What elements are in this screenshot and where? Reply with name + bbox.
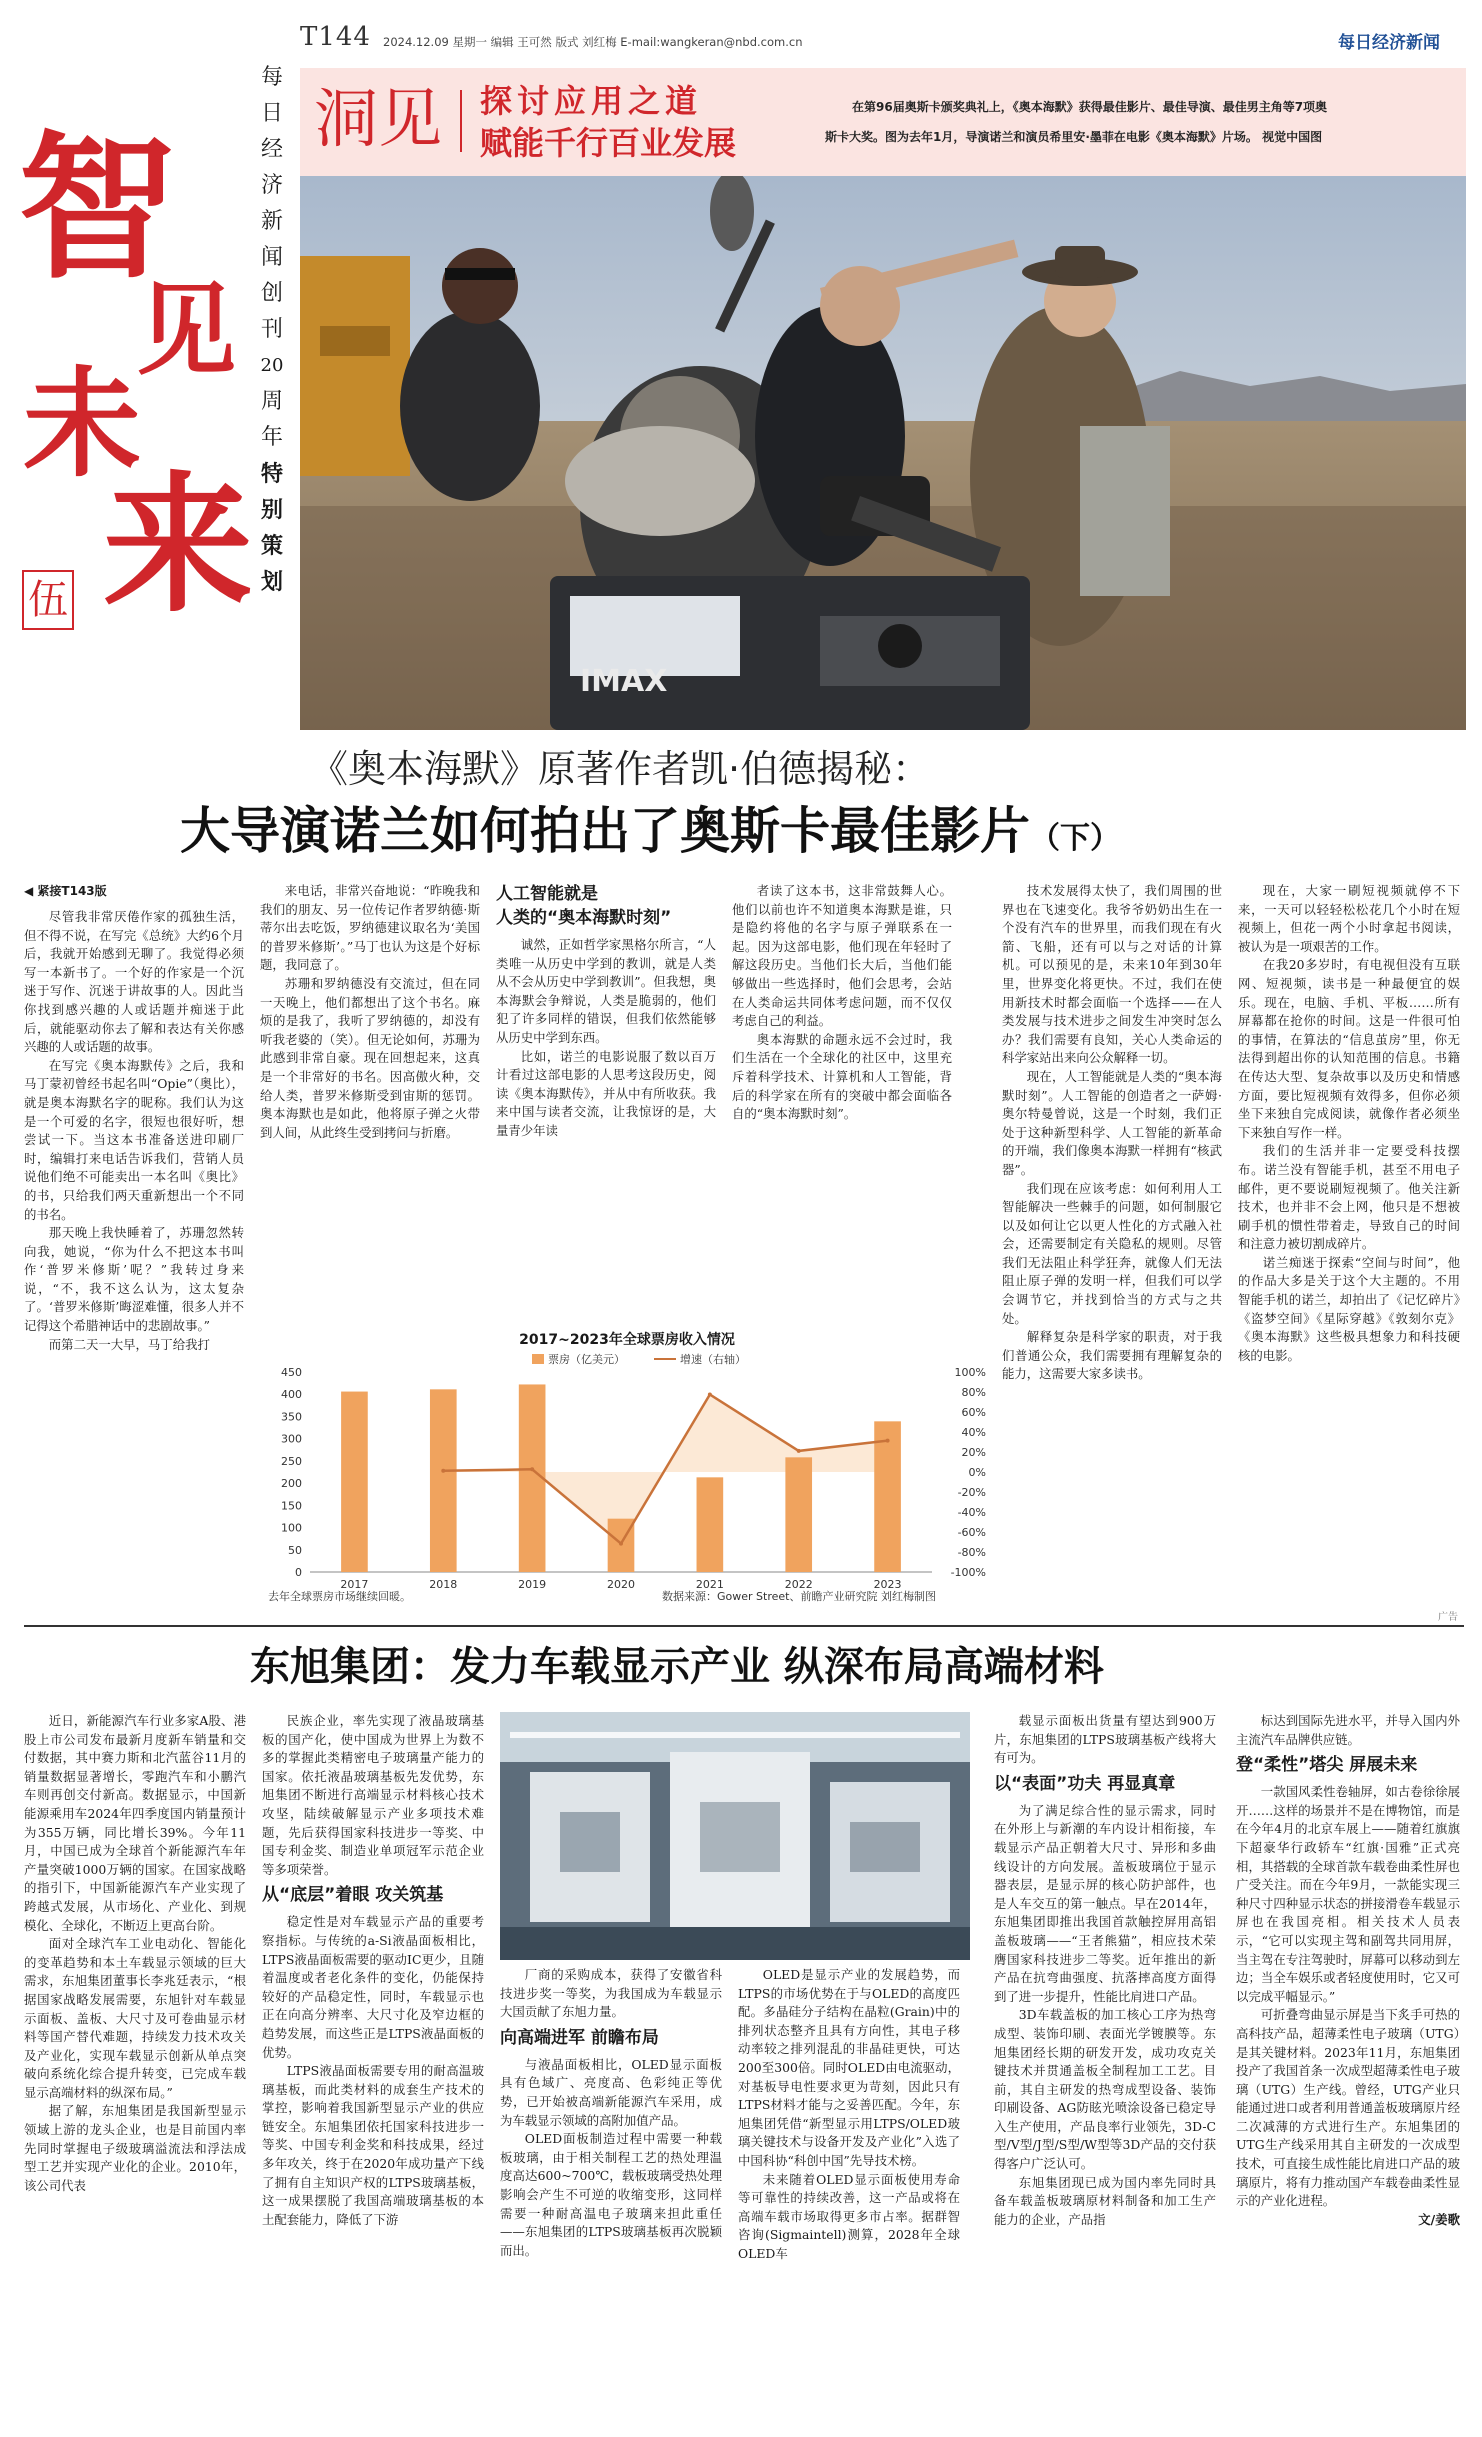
legend-bar-label: 票房（亿美元） [548,1353,625,1366]
photo-illustration [300,176,1466,730]
y-right-tick-60%: 60% [961,1406,986,1419]
article2-col-6 [1236,1712,1460,2427]
film-set-photo [300,176,1466,730]
a1c3-para-2: 比如，诺兰的电影说服了数以百万计看过这部电影的人思考这段历史，阅读《奥本海默传》，并从中有所收获。我来中国与读者交流，让我惊讶的是，大量青少年读 [496,1048,716,1138]
vertical-title [255,60,289,600]
article1-title [180,800,1380,862]
vertical-char-11: 年 [260,425,283,450]
a1-subhead-ai-1: 人工智能就是 [496,884,598,904]
vertical-char-6: 闻 [260,245,283,270]
article2-col-4 [738,1966,960,2427]
calligraphy-char-1: 智 [18,116,176,301]
y-right-tick-0%: 0% [968,1466,986,1479]
article2-byline: 文/姜歌 [1418,2211,1460,2227]
bar-2017 [341,1392,368,1572]
article1-title-suffix: （下） [1030,821,1120,856]
paper-name: 每日经济新闻 [1338,33,1440,53]
y-left-tick-400: 400 [281,1388,302,1402]
a1c6-para-2: 在我20多岁时，有电视但没有互联网、短视频，读书是一种最便宜的娱乐。现在，电脑、手机、平板……所有屏幕都在抢你的时间。这是一件很可怕的事情，在算法的“信息茧房”里，你无法得到超出你的认知范围的信息。书籍在传达大型、复杂故事以及历史和情感方面，要比短视频有效得多，但你必须坐下来独自完成阅读，就像作者必须坐下来独自写作一样。 [1238,957,1460,1140]
calligraphy-char-4: 来 [103,457,254,633]
a2c2b-para-1: 稳定性是对车载显示产品的重要考察指标。与传统的a-Si液晶面板相比，LTPS液晶面板需要的驱动IC更少，且随着温度或者老化条件的变化，仍能保持较好的产品稳定性，同时，车载显示也正在向高分辨率、大尺寸化及窄边框的趋势发展，而这些正是LTPS液晶面板的优势。 [262,1914,484,2060]
y-left-tick-250: 250 [281,1454,302,1468]
bar-2021 [697,1477,724,1572]
a1c5-para-2: 现在，人工智能就是人类的“奥本海默时刻”。人工智能的创造者之一萨姆·奥尔特曼曾说，这是一个时刻，我们正处于这种新型科学、人工智能的新革命的开端，我们像奥本海默一样拥有“核武器”。 [1002,1068,1222,1177]
y-right-tick--60%: -60% [957,1526,986,1539]
bar-2022 [785,1457,812,1572]
a2c3a-para-1: 厂商的采购成本，获得了安徽省科技进步奖一等奖，为我国成为车载显示大国贡献了东旭力量。 [500,1967,722,2020]
a2c5b-para-1: 为了满足综合性的显示需求，同时在外形上与新潮的车内设计相衔接，车载显示产品正朝着大尺寸、异形和多曲线设计的方向发展。盖板玻璃位于显示器表层，是显示屏的核心防护部件，也是人车交互的第一触点。早在2014年，东旭集团即推出我国首款触控屏用高铝盖板玻璃——“王者熊猫”，相应技术荣膺国家科技进步二等奖。近年推出的新产品在抗弯曲强度、抗落摔高度方面得到了进一步提升，性能比肩进口产品。 [994,1802,1216,2004]
jump-line: ◀ 紧接T143版 [24,884,107,898]
ad-label: 广告 [1438,1612,1458,1623]
y-left-tick-0: 0 [295,1566,302,1579]
legend-line-label: 增速（右轴） [680,1353,746,1366]
a1c6-para-1: 现在，大家一刷短视频就停不下来，一天可以轻轻松松花几个小时在短视频上，但花一两个小时拿起书阅读，被认为是一项艰苦的工作。 [1238,883,1460,954]
a2-subhead-bottom-layer: 从“底层”着眼 攻关筑基 [262,1885,444,1906]
issue-number: 伍 [28,577,68,623]
a2-subhead-high-end: 向高端进军 前瞻布局 [500,2027,659,2048]
vertical-char-10: 周 [260,389,283,414]
a2c5b-para-2: 3D车载盖板的加工核心工序为热弯成型、装饰印刷、表面光学镀膜等。东旭集团经长期的研发开发，成功攻克关键技术并贯通盖板全制程加工工艺。目前，其自主研发的热弯成型设备、装饰印刷设备、AG防眩光喷涂设备已稳定导入生产使用，产品良率行业领先，3D-C型/V型/J型/S型/W型等3D产品的交付获得客户广泛认可。 [994,2007,1216,2172]
a1-subhead-ai-2: 人类的“奥本海默时刻” [496,908,672,928]
a1c1-para-2: 在写完《奥本海默传》之后，我和马丁蒙初曾经书起名叫“Opie”（奥比），就是奥本海默名字的昵称。我们认为这是一个可爱的名字，很短也很好听，想尝试一下。当这本书准备送进印刷厂时，编辑打来电话告诉我们，营销人员说他们绝不可能卖出一本名叫《奥比》的书，只给我们两天重新想出一个不同的书名。 [24,1057,244,1222]
issue-badge [22,570,74,630]
a2c2a-para-1: 民族企业，率先实现了液晶玻璃基板的国产化，使中国成为世界上为数不多的掌握此类精密电子玻璃量产能力的国家。依托液晶玻璃基板先发优势，东旭集团不断进行高端显示材料核心技术攻坚，陆续破解显示产业多项技术难题，先后获得国家科技进步一等奖、中国专利金奖、制造业单项冠军示范企业等多项荣誉。 [262,1713,484,1877]
article2-col-3 [500,1966,722,2427]
article2-col-2 [262,1712,484,2427]
article1-col-4 [732,882,952,1322]
vertical-char-14: 策 [260,533,283,559]
article1-col-5 [1002,882,1222,1602]
vertical-char-7: 创 [260,281,283,306]
a1c3-para-1: 诚然，正如哲学家黑格尔所言，“人类唯一从历史中学到的教训，就是人类从不会从历史中学到教训”。但我想，奥本海默会争辩说，人类是脆弱的，他们犯了许多同样的错误，但我们依然能够从历史中学到东西。 [496,937,716,1045]
vertical-char-15: 划 [260,569,283,595]
section-divider [24,1625,1464,1627]
svg-text:IMAX: IMAX [580,664,668,699]
vertical-char-4: 济 [260,173,283,198]
banner-divider [460,90,462,152]
vertical-char-2: 日 [260,101,283,126]
x-tick-2017: 2017 [340,1578,369,1591]
a1c2-para-1: 来电话，非常兴奋地说：“昨晚我和我们的朋友、另一位传记作者罗纳德·斯蒂尔出去吃饭，罗纳德建议取名为‘美国的普罗米修斯’。”马丁也认为这是个好标题，我同意了。 [260,883,480,973]
bar-2023 [874,1421,901,1572]
article1-col-3 [496,882,716,1322]
y-left-tick-200: 200 [281,1477,302,1491]
y-left-tick-100: 100 [281,1521,302,1535]
slogan-line-1: 探讨应用之道 [480,82,703,120]
a2c3b-para-2: OLED面板制造过程中需要一种载板玻璃，由于相关制程工艺的热处理温度高达600~700℃，载板玻璃受热处理影响会产生不可逆的收缩变形，这同样需要一种耐高温电子玻璃来担此重任——东旭集团的LTPS玻璃基板再次脱颖而出。 [500,2131,722,2258]
y-left-tick-150: 150 [281,1499,302,1513]
y-right-tick-100%: 100% [954,1366,986,1379]
a1c5-para-3: 我们现在应该考虑：如何利用人工智能解决一些棘手的问题，如何制服它以及如何让它以更人性化的方式融入社会，还需要制定有关隐私的规则。尽管我们无法阻止科学狂奔，就像人们无法阻止原子弹的发明一样，但我们可以学会调节它，并找到恰当的方式与之共处。 [1002,1180,1222,1326]
a2-subhead-flexible: 登“柔性”塔尖 屏展未来 [1236,1755,1418,1776]
y-left-tick-300: 300 [281,1432,302,1446]
insight-banner [300,68,1466,176]
factory-photo [500,1712,970,1960]
page-header [0,0,1482,60]
vertical-char-8: 刊 [260,317,283,342]
y-right-tick-20%: 20% [961,1446,986,1459]
y-right-tick-80%: 80% [961,1386,986,1399]
chart-title: 2017~2023年全球票房收入情况 [519,1332,735,1348]
a2c6a-para-1: 标达到国际先进水平，并导入国内外主流汽车品牌供应链。 [1236,1713,1460,1747]
calligraphy-char-3: 未 [23,354,142,493]
a2c5a-para-1: 载显示面板出货量有望达到900万片，东旭集团的LTPS玻璃基板产线将大有可为。 [994,1713,1216,1766]
article2-col-5 [994,1712,1216,2427]
a2-subhead-surface: 以“表面”功夫 再显真章 [994,1773,1176,1794]
page-number: T144 [300,22,371,52]
a1c6-para-4: 诺兰痴迷于探索“空间与时间”，他的作品大多是关于这个大主题的。不用智能手机的诺兰，却拍出了《记忆碎片》《盗梦空间》《星际穿越》《敦刻尔克》《奥本海默》这些极具想象力和科技硬核的电影。 [1238,1254,1460,1363]
box-office-chart [262,1330,992,1608]
page-meta: 2024.12.09 星期一 编辑 王可然 版式 刘红梅 E-mail:wangkeran@nbd.com.cn [383,35,803,49]
growth-point-2019 [530,1467,534,1471]
vertical-char-1: 每 [260,65,283,90]
x-tick-2023: 2023 [873,1578,902,1591]
y-right-tick--100%: -100% [950,1566,986,1579]
article1-col-2 [260,882,480,1322]
a2c2b-para-2: LTPS液晶面板需要专用的耐高温玻璃基板，而此类材料的成套生产技术的掌控，影响着我国新型显示产业的供应链安全。东旭集团依托国家科技进步一等奖、中国专利金奖和科技成果，经过多年攻关，终于在2020年成功量产下线了拥有自主知识产权的LTPS玻璃基板，这一成果摆脱了我国高端玻璃基板的本土配套能力，降低了下游 [262,2063,484,2227]
article2-title: 东旭集团：发力车载显示产业 纵深布局高端材料 [250,1644,1104,1690]
chart-footnote-left: 去年全球票房市场继续回暖。 [268,1590,411,1603]
a1c4-para-1: 者读了这本书，这非常鼓舞人心。他们以前也许不知道奥本海默是谁，只是隐约将他的名字与原子弹联系在一起。因为这部电影，他们现在年轻时了解这段历史。当他们长大后，当他们能够做出一些选择时，他们会思考，会站在人类命运共同体考虑问题，而不仅仅考虑自己的利益。 [732,883,952,1029]
a1c4-para-2: 奥本海默的命题永远不会过时，我们生活在一个全球化的社区中，这里充斥着科学技术、计算机和人工智能，背后的科学家在所有的突破中都会面临各自的“奥本海默时刻”。 [732,1031,952,1122]
x-tick-2019: 2019 [518,1578,547,1591]
calligraphy-char-2: 见 [136,271,236,389]
vertical-char-5: 新 [260,209,283,234]
a1c5-para-4: 解释复杂是科学家的职责，对于我们普通公众，我们需要拥有理解复杂的能力，这需要大家多读书。 [1002,1329,1222,1382]
bar-2018 [430,1389,457,1572]
article2-col-1 [24,1712,246,2427]
y-right-tick--20%: -20% [957,1486,986,1499]
chart-canvas [262,1350,992,1608]
y-right-tick-40%: 40% [961,1426,986,1439]
x-tick-2022: 2022 [784,1578,813,1591]
a2c3b-para-1: 与液晶面板相比，OLED显示面板具有色域广、亮度高、色彩纯正等优势，已开始被高端新能源汽车采用，成为车载显示领域的高附加值产品。 [500,2056,722,2128]
a2c6b-para-2: 可折叠弯曲显示屏是当下炙手可热的高科技产品，超薄柔性电子玻璃（UTG）是其关键材料。2023年11月，东旭集团投产了我国首条一次成型超薄柔性电子玻璃（UTG）生产线。曾经，UTG产业只能通过进口或者利用普通盖板玻璃原片经二次减薄的方式进行生产。东旭集团的UTG生产线采用其自主研发的一次成型技术，可直接生成性能比肩进口产品的玻璃原片，将有力推动国产车载卷曲柔性显示的产业化进程。 [1236,2007,1460,2209]
x-tick-2021: 2021 [695,1578,724,1591]
slogan-line-2: 赋能千行百业发展 [480,124,737,162]
x-tick-2018: 2018 [429,1578,458,1591]
a2c4-para-2: 未来随着OLED显示面板使用寿命等可靠性的持续改善，这一产品或将在高端车载市场取得更多市占率。据群智咨询(Sigmaintell)测算，2028年全球OLED车 [738,2171,960,2261]
a2c4-para-1: OLED是显示产业的发展趋势，而LTPS的市场优势在于与OLED的高度匹配。多晶硅分子结构在晶粒(Grain)中的排列状态整齐且具有方向性，其电子移动率较之排列混乱的非晶硅更快，可达200至300倍。同时OLED由电流驱动，对基板导电性要求更为苛刻，因此只有LTPS材料才能与之妥善匹配。今年，东旭集团凭借“新型显示用LTPS/OLED玻璃关键技术与设备开发及产业化”入选了中国科协“科创中国”先导技术榜。 [738,1967,960,2168]
article1-kicker: 《奥本海默》原著作者凯·伯德揭秘： [310,747,931,791]
y-left-tick-450: 450 [281,1366,302,1379]
y-left-tick-350: 350 [281,1410,302,1424]
growth-point-2022 [797,1449,801,1453]
vertical-char-3: 经 [260,137,283,162]
a2c1-para-2: 面对全球汽车工业电动化、智能化的变革趋势和本土车载显示领域的巨大需求，东旭集团董事长李兆廷表示，“根据国家战略发展需要，东旭针对车载显示面板、盖板、大尺寸及可卷曲显示材料等国产替代难题，持续发力技术攻关及产业化，实现车载显示创新从单点突破向系统化综合提升转变，已完成车载显示高端材料的纵深布局。” [24,1936,246,2100]
growth-point-2018 [441,1469,445,1473]
photo-caption-1: 在第96届奥斯卡颁奖典礼上，《奥本海默》获得最佳影片、最佳导演、最佳男主角等7项奥 [852,100,1328,114]
section-title: 洞见 [314,83,442,157]
article1-title-main: 大导演诺兰如何拍出了奥斯卡最佳影片 [180,802,1030,860]
a2c1-para-3: 据了解，东旭集团是我国新型显示领域上游的龙头企业，也是目前国内率先同时掌握电子级玻璃溢流法和浮法成型工艺并实现产业化的企业。2010年，该公司代表 [24,2103,246,2193]
a2c6b-para-1: 一款国风柔性卷轴屏，如古卷徐徐展开……这样的场景并不是在博物馆，而是在今年4月的北京车展上——随着红旗旗下超豪华行政轿车“红旗·国雅”正式亮相，其搭载的全球首款车载卷曲柔性屏也广受关注。而在今年9月，一款能实现三种尺寸四种显示状态的拼接滑卷车载显示屏也在我国亮相。相关技术人员表示，“它可以实现主驾和副驾共同用屏，当主驾在专注驾驶时，屏幕可以移动到左边；当全车娱乐或者轻度使用时，它又可以完成平幅显示。” [1236,1784,1460,2004]
y-left-tick-50: 50 [288,1543,302,1557]
growth-point-2020 [619,1542,623,1546]
calligraphy-title [18,116,254,670]
a1c1-para-1: 尽管我非常厌倦作家的孤独生活，但不得不说，在写完《总统》大约6个月后，我就开始感到无聊了。我觉得必须写一本新书了。一个好的作家是一个沉迷于写作、沉迷于讲故事的人。因此当你找到感兴趣的人或话题并痴迷于此后，就能驱动你去了解和表达有关你感兴趣的人或话题的故事。 [24,909,244,1055]
vertical-char-9: 20 [260,355,284,376]
y-right-tick--40%: -40% [957,1506,986,1519]
growth-point-2021 [708,1393,712,1397]
legend-bar-swatch [532,1354,544,1364]
a1c1-para-3: 那天晚上我快睡着了，苏珊忽然转向我，她说，“你为什么不把这本书叫作‘普罗米修斯’呢？”我转过身来说，“不，我不这么认为，这太复杂了。‘普罗米修斯’晦涩难懂，很多人并不记得这个希腊神话中的悲剧故事。” [24,1225,244,1334]
vertical-char-12: 特 [260,461,283,487]
factory-illustration [500,1712,970,1960]
article1-col-6 [1238,882,1460,1602]
x-tick-2020: 2020 [607,1578,635,1591]
special-planning-strip [255,60,289,730]
growth-point-2023 [886,1439,890,1443]
a2c5b-para-3: 东旭集团现已成为国内率先同时具备车载盖板玻璃原材料制备和加工生产能力的企业，产品指 [994,2174,1216,2227]
article1-col-1 [24,882,244,1622]
photo-caption-2: 斯卡大奖。图为去年1月，导演诺兰和演员希里安·墨菲在电影《奥本海默》片场。 视觉中国图 [825,130,1323,144]
vertical-char-13: 别 [260,497,283,523]
a1c6-para-3: 我们的生活并非一定要受科技摆布。诺兰没有智能手机，甚至不用电子邮件，更不要说刷短视频了。他关注新技术，也并非不会上网，他只是不想被刷手机的惯性带着走，导致自己的时间和注意力被切割成碎片。 [1238,1143,1460,1252]
a2c1-para-1: 近日，新能源汽车行业多家A股、港股上市公司发布最新月度新车销量和交付数据，其中赛力斯和北汽蓝谷11月的销量数据显著增长，零跑汽车和小鹏汽车则再创交付新高。数据显示，中国新能源乘用车2024年四季度国内销量预计为355万辆，同比增长39%。今年11月，中国已成为全球首个新能源汽车年产量突破1000万辆的国家。在国家战略的指引下，中国新能源汽车产业实现了跨越式发展，从市场化、产业化、到规模化、全球化，不断迈上更高台阶。 [24,1713,246,1933]
y-right-tick--80%: -80% [957,1546,986,1559]
a1c5-para-1: 技术发展得太快了，我们周围的世界也在飞速变化。我爷爷奶奶出生在一个没有汽车的世界里，而我们现在有火箭、飞船，还有可以与之对话的计算机。可以预见的是，未来10年到30年里，世界变化将更快。不过，我们在使用新技术时都会面临一个选择——在人类发展与技术进步之间发生冲突时怎么办？我们需要有良知，关心人类命运的科学家站出来向公众解释一切。 [1002,883,1222,1066]
a1c2-para-2: 苏珊和罗纳德没有交流过，但在同一天晚上，他们都想出了这个书名。麻烦的是我了，我听了罗纳德的，却没有听我老婆的（笑）。但无论如何，苏珊为此感到非常自豪。现在回想起来，这真是一个非常好的书名。因高傲火种，交给人类，普罗米修斯受到宙斯的惩罚。奥本海默也是如此，他将原子弹之火带到人间，从此终生受到拷问与折磨。 [260,975,480,1140]
chart-footnote-right: 数据来源：Gower Street、前瞻产业研究院 刘红梅制图 [662,1590,936,1603]
a1c1-para-4: 而第二天一大早，马丁给我打 [48,1336,210,1352]
